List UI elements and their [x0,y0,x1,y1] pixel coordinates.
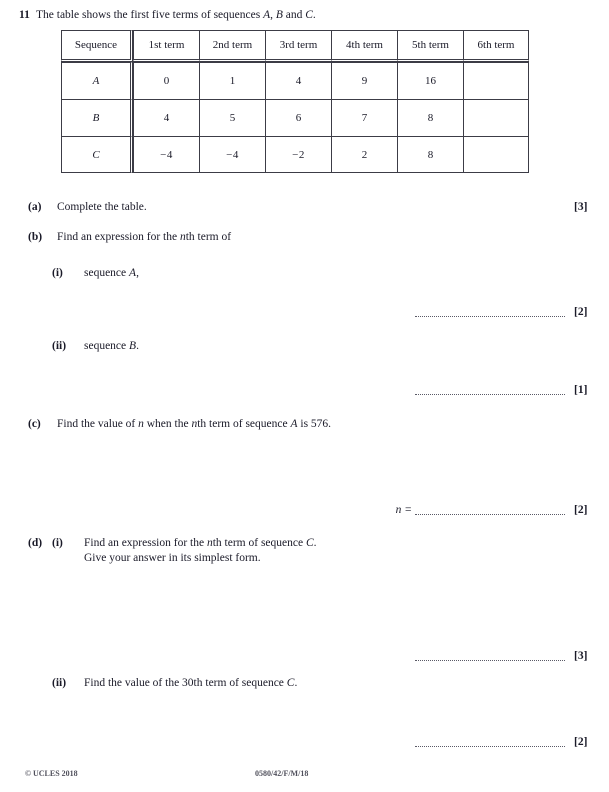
question-stem-text: The table shows the first five terms of sequences A, B and C. [36,9,316,21]
table-row [61,62,529,99]
part-d-i-answer-line[interactable] [415,660,565,661]
column-header-term-1: 1st term [133,30,199,62]
cell-b-2: 5 [199,99,265,136]
cell-b-3: 6 [265,99,331,136]
part-b-i-answer-row [0,305,609,320]
cell-c-2: −4 [199,136,265,173]
cell-a-4: 9 [331,62,397,99]
cell-c-3: −2 [265,136,331,173]
part-c-text: Find the value of n when the nth term of sequence A is 576. [57,418,332,430]
part-b-ii-answer-row [0,383,609,398]
part-c-marks: [2] [574,504,588,516]
part-b-i-answer-line[interactable] [415,316,565,317]
part-c-label: (c) [28,418,41,430]
cell-a-3: 4 [265,62,331,99]
cell-a-2: 1 [199,62,265,99]
row-label-a: A [61,62,133,99]
part-d-i-answer-row [0,649,609,664]
table-header-row [61,30,529,62]
column-header-term-4: 4th term [331,30,397,62]
part-b-ii-marks: [1] [574,384,588,396]
sequences-table-container [61,30,529,173]
part-b-i-label: (i) [52,267,63,279]
column-header-term-5: 5th term [397,30,463,62]
column-header-term-6: 6th term [463,30,529,62]
cell-c-5: 8 [397,136,463,173]
part-a-marks: [3] [574,201,588,213]
footer-paper-code: 0580/42/F/M/18 [255,769,309,778]
cell-a-6-blank[interactable] [463,62,529,99]
row-label-c: C [61,136,133,173]
part-b-i-text: sequence A, [84,267,139,279]
part-b-label: (b) [28,231,43,243]
part-d-i-text-line1: Find an expression for the nth term of sequence C. [84,537,317,549]
part-d-label: (d) [28,537,43,549]
column-header-term-2: 2nd term [199,30,265,62]
column-header-term-3: 3rd term [265,30,331,62]
part-d-ii-text: Find the value of the 30th term of sequence C. [84,677,298,689]
cell-c-1: −4 [133,136,199,173]
table-row [61,136,529,173]
part-b-ii-label: (ii) [52,340,67,352]
part-b-text: Find an expression for the nth term of [57,231,232,243]
cell-c-4: 2 [331,136,397,173]
cell-a-1: 0 [133,62,199,99]
part-d-i-label: (i) [52,537,63,549]
question-number: 11 [19,9,30,21]
part-d-ii-label: (ii) [52,677,67,689]
part-c-answer-prefix: n = [395,504,412,516]
question-stem [36,8,316,22]
sequences-table [61,30,529,173]
part-d-ii-answer-line[interactable] [415,746,565,747]
part-b-ii-text: sequence B. [84,340,139,352]
cell-b-5: 8 [397,99,463,136]
footer-copyright: © UCLES 2018 [25,769,78,778]
column-header-sequence: Sequence [61,30,133,62]
part-d-ii-answer-row [0,735,609,750]
part-d-i-text-line2: Give your answer in its simplest form. [84,552,261,564]
part-a-text: Complete the table. [57,201,147,213]
row-label-b: B [61,99,133,136]
part-c-answer-row [0,503,609,518]
cell-b-1: 4 [133,99,199,136]
part-a-label: (a) [28,201,42,213]
cell-a-5: 16 [397,62,463,99]
part-d-i-marks: [3] [574,650,588,662]
part-b-ii-answer-line[interactable] [415,394,565,395]
part-c-answer-line[interactable] [415,514,565,515]
cell-b-4: 7 [331,99,397,136]
part-d-ii-marks: [2] [574,736,588,748]
table-row [61,99,529,136]
cell-c-6-blank[interactable] [463,136,529,173]
part-b-i-marks: [2] [574,306,588,318]
cell-b-6-blank[interactable] [463,99,529,136]
